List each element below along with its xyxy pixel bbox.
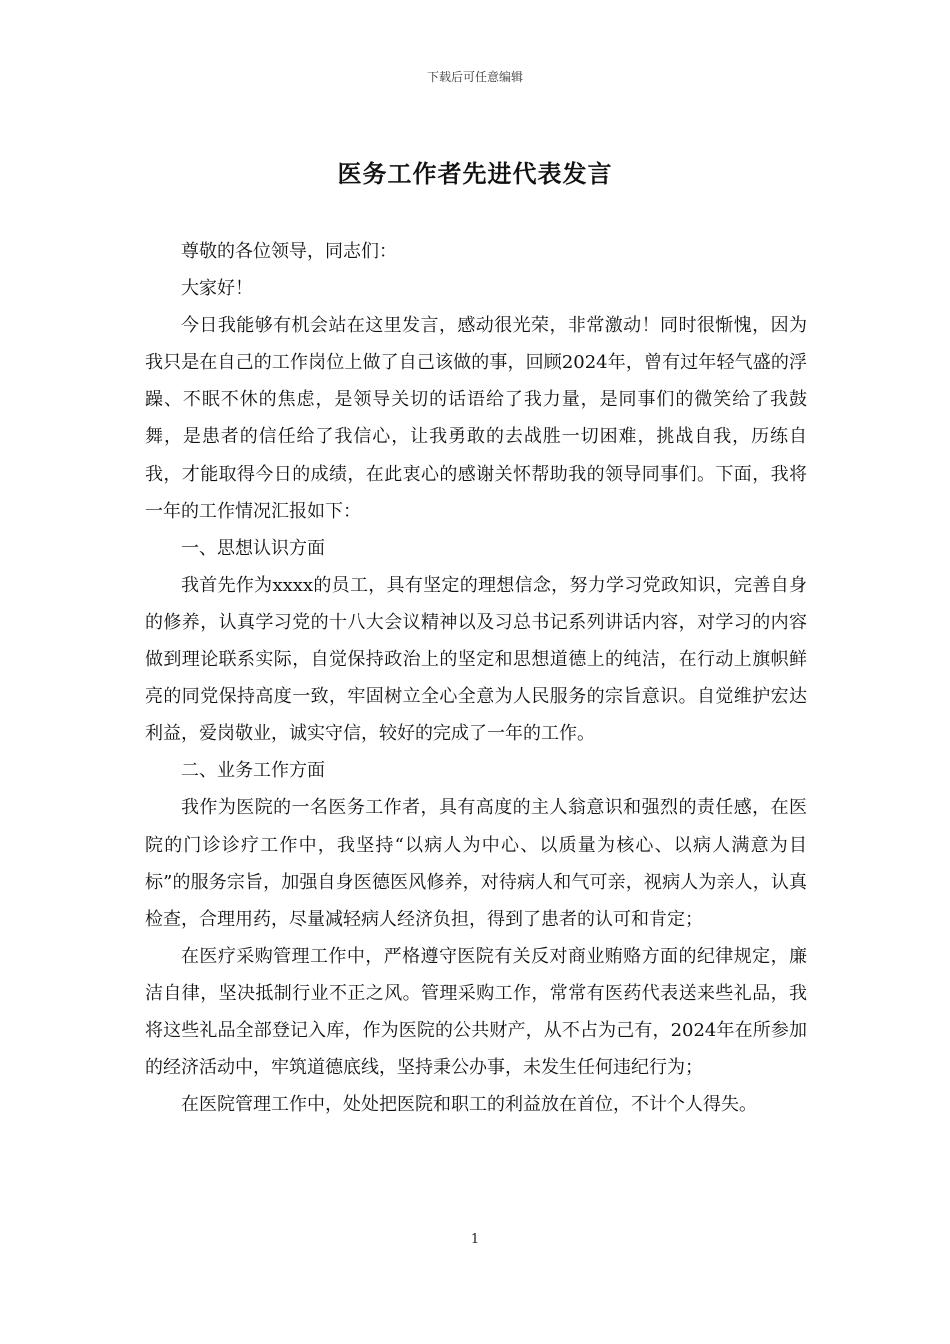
section-heading: 二、业务工作方面 [181, 760, 325, 782]
body-paragraph: 在医疗采购管理工作中，严格遵守医院有关反对商业贿赂方面的纪律规定，廉洁自律，坚决抵制行业不正之风。管理采购工作，常常有医药代表送来些礼品，我将这些礼品全部登记入库，作为医院的公共财产，从不占为己有，2024年在所参加的经济活动中，牢筑道德底线，坚持秉公办事，未发生任何违纪行为； [145, 945, 807, 1079]
document-body [145, 233, 807, 1123]
greeting: 大家好！ [181, 278, 253, 300]
body-paragraph: 在医院管理工作中，处处把医院和职工的利益放在首位，不计个人得失。 [181, 1094, 757, 1116]
page-number: 1 [470, 1232, 480, 1247]
header-note: 下载后可任意编辑 [426, 70, 523, 84]
body-paragraph: 今日我能够有机会站在这里发言，感动很光荣，非常激动！同时很惭愧，因为我只是在自己的工作岗位上做了自己该做的事，回顾2024年，曾有过年轻气盛的浮躁、不眠不休的焦虑，是领导关切的话语给了我力量，是同事们的微笑给了我鼓舞，是患者的信任给了我信心，让我勇敢的去战胜一切困难，挑战自我，历练自我，才能取得今日的成绩，在此衷心的感谢关怀帮助我的领导同事们。下面，我将一年的工作情况汇报如下： [145, 315, 807, 522]
document-title: 医务工作者先进代表发言 [337, 159, 613, 188]
body-paragraph: 我首先作为xxxx的员工，具有坚定的理想信念，努力学习党政知识，完善自身的修养，认真学习党的十八大会议精神以及习总书记系列讲话内容，对学习的内容做到理论联系实际，自觉保持政治上的坚定和思想道德上的纯洁，在行动上旗帜鲜亮的同党保持高度一致，牢固树立全心全意为人民服务的宗旨意识。自觉维护宏达利益，爱岗敬业，诚实守信，较好的完成了一年的工作。 [145, 574, 807, 745]
salutation: 尊敬的各位领导，同志们： [181, 241, 397, 262]
section-heading: 一、思想认识方面 [181, 537, 325, 559]
body-paragraph: 我作为医院的一名医务工作者，具有高度的主人翁意识和强烈的责任感，在医院的门诊诊疗工作中，我坚持“以病人为中心、以质量为核心、以病人满意为目标”的服务宗旨，加强自身医德医风修养，对待病人和气可亲，视病人为亲人，认真检查，合理用药，尽量减轻病人经济负担，得到了患者的认可和肯定； [145, 797, 807, 930]
